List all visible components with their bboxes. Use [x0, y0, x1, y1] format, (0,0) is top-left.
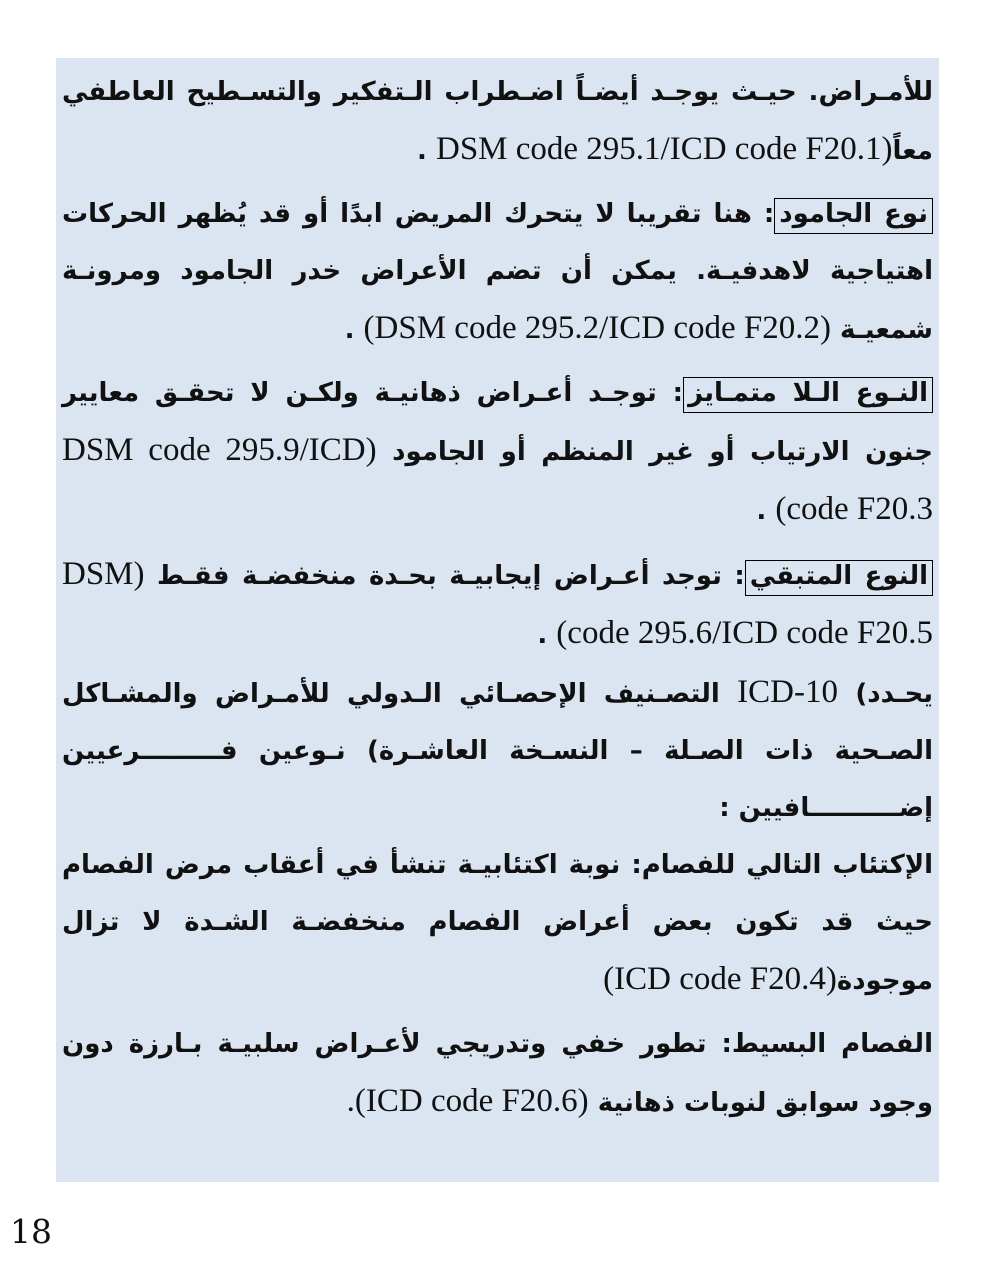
paragraph-post-schizophrenic-depression	[62, 837, 933, 1010]
paragraph-text: التصـنيف الإحصـائي الـدولي للأمـراض والمشـاكل الصـحية ذات الصـلة – النسـخة العاشـرة) نـوعين فـــــــــرعيين إضــــــــــافيين :	[62, 679, 933, 823]
paragraph-text: : توجد أعـراض إيجابيـة بحـدة منخفضـة فقـط	[144, 561, 745, 591]
icd10-label: ICD-10	[737, 674, 838, 710]
paragraph-catatonic	[62, 186, 933, 359]
paragraph-text: للأمـراض. حيـث يوجـد أيضـاً اضـطراب الـتفكير والتسـطيح العاطفي معاً	[62, 77, 933, 166]
term-catatonic-type: نوع الجامود	[774, 198, 933, 234]
paragraph-text: الإكتئاب التالي للفصام: نوبة اكتئابيـة تنشأ في أعقاب مرض الفصام حيث قد تكون بعض أعراض الفصام منخفضـة الشـدة لا تزال موجودة	[62, 850, 933, 996]
diagnostic-code: (DSM code 295.2/ICD code F20.2)	[363, 310, 831, 346]
term-residual-type: النوع المتبقي	[745, 560, 933, 596]
paragraph-text: الفصام البسيط: تطور خفي وتدريجي لأعـراض سلبيـة بـارزة دون وجود سوابق لنوبات ذهانية	[62, 1029, 933, 1118]
paragraph-icd10-subtypes	[62, 664, 933, 837]
paragraph-text: : توجـد أعـراض ذهانيـة ولكـن لا تحقـق معايير جنون الارتياب أو غير المنظم أو الجامود	[62, 378, 933, 467]
paragraph-tail: .	[417, 136, 436, 166]
diagnostic-code: (DSM code 295.9/ICD code F20.3)	[62, 432, 933, 527]
diagnostic-code: (DSM code 295.6/ICD code F20.5)	[62, 556, 933, 651]
paragraph-text: يحـدد)	[838, 679, 933, 709]
diagnostic-code: (ICD code F20.4)	[603, 961, 837, 997]
diagnostic-code: (ICD code F20.6).	[346, 1083, 589, 1119]
page-number: 18	[10, 1212, 52, 1251]
paragraph-disorganized	[62, 64, 933, 180]
term-undifferentiated-type: النـوع الـلا متمـايز	[683, 377, 933, 413]
content-panel	[56, 58, 939, 1182]
paragraph-text: : هنا تقريبا لا يتحرك المريض ابدًا أو قد يُظهر الحركات اهتياجية لاهدفيـة. يمكن أن تضم الأعراض خدر الجامود ومرونـة شمعيـة	[62, 199, 933, 345]
paragraph-tail: .	[756, 496, 776, 526]
paragraph-residual	[62, 546, 933, 664]
paragraph-tail: .	[344, 315, 364, 345]
diagnostic-code: (DSM code 295.1/ICD code F20.1	[435, 131, 893, 167]
paragraph-simple-schizophrenia	[62, 1016, 933, 1132]
paragraph-undifferentiated	[62, 365, 933, 540]
paragraph-tail: .	[537, 620, 557, 650]
